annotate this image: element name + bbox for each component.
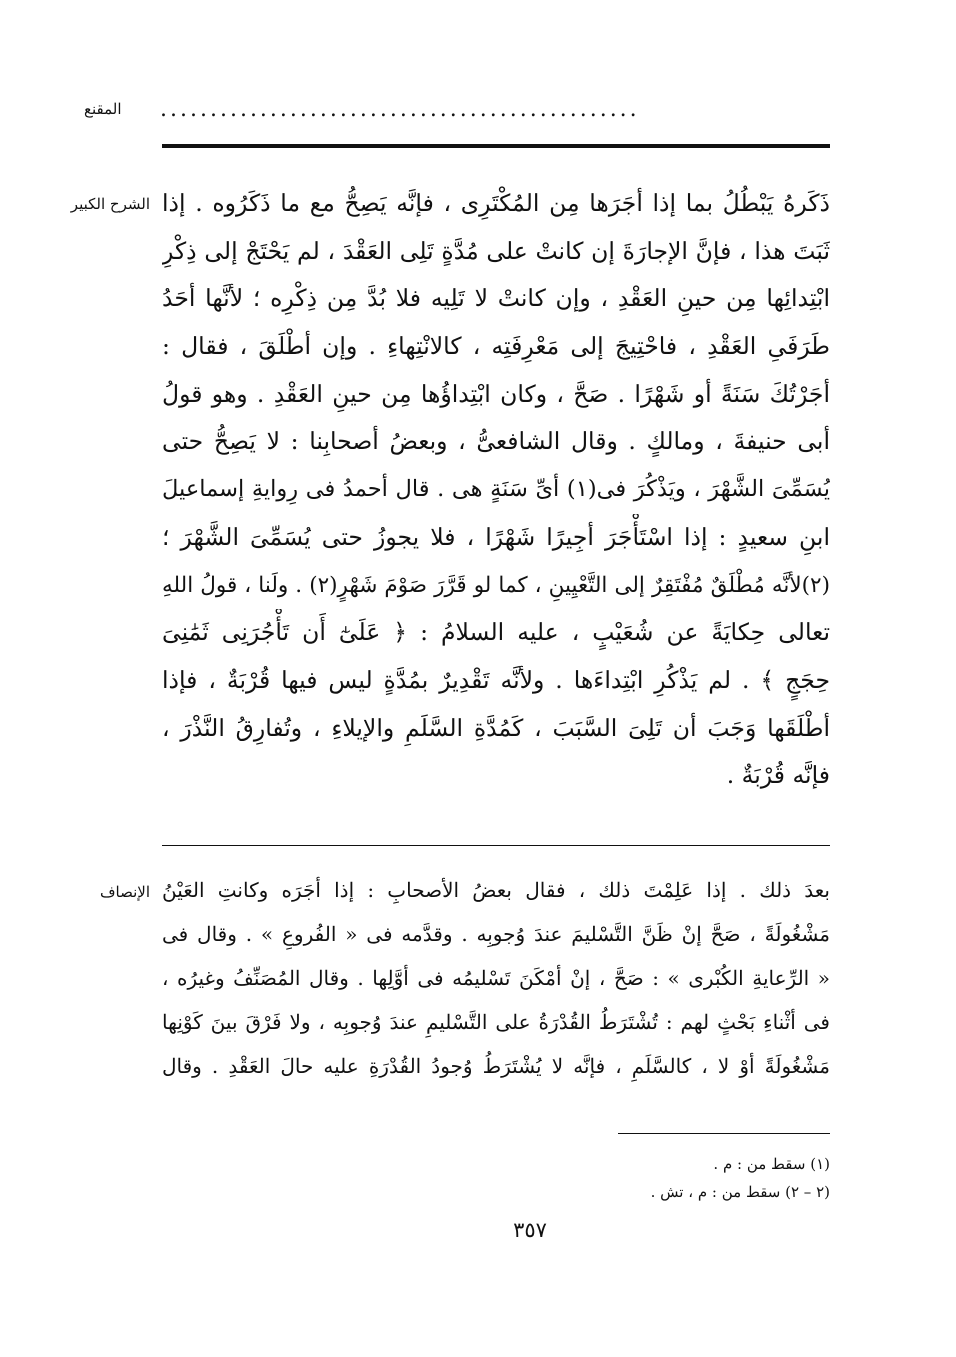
sharh-line: طَرَفَىِ العَقْدِ ، فاحْتِيجَ إلى مَعْرِفَتِه ، كالانْتِهاءِ . وإن أطْلَقَ ، فقال : (162, 332, 830, 361)
footnote-rule (618, 1133, 830, 1134)
insaf-text-block (162, 868, 830, 1088)
sharh-line: أطْلَقَها وَجَبَ أن تَلِىَ السَّبَبَ ، كَمُدَّةِ السَّلَمِ والإيلاءِ ، وتُفارِقُ النَّذْرَ ، (162, 713, 830, 742)
sharh-line: تعالى حِكايَةً عن شُعَيْبٍ ، عليه السلامُ : ﴿ عَلَىٰٓ أَن تَأْجُرَنِى ثَمَٰنِىَ (162, 618, 830, 647)
sharh-line: ابنِ سعيدٍ : إذا اسْتَأْجَرَ أجِيرًا شَهْرًا ، فلا يجوزُ حتى يُسَمِّىَ الشَّهْرَ ؛ (162, 522, 830, 551)
sharh-line: حِجَجٍ ﴾ . لم يَذْكُرِ ابْتِداءَها . ولأنَّه تَقْدِيرٌ بمُدَّةٍ ليس فيها قُرْبَةٌ ، فإذا (162, 665, 830, 694)
insaf-line: مَشْغُولَةً أوْ لا ، كالسَّلَمِ ، فإنَّه لا يُشْتَرَطُ وُجودُ القُدْرَةِ عليه حالَ العَقْدِ . وقال (162, 1054, 830, 1078)
sharh-line: ذَكَرهُ يَبْطُلُ بما إذا أجَرَها مِن المُكْتَرِى ، فإنَّه يَصِحُّ مع ما ذَكَرُوه . إذا (162, 189, 830, 217)
sharh-line: ثَبَتَ هذا ، فإنَّ الإجارَةَ إن كانتْ على مُدَّةٍ تَلِى العَقْدَ ، لم يَحْتَجْ إلى ذِكْرِ (162, 236, 830, 265)
sharh-line: (٢)لأنَّه مُطْلَقٌ مُفْتَقِرٌ إلى التَّعْيِينِ ، كما لو قَرَّرَ صَوْمَ شَهْرٍ(٢) . ولَنا ، قولُ اللهِ (162, 572, 830, 598)
sharh-text-block (162, 180, 830, 800)
page-number: ٣٥٧ (513, 1218, 547, 1242)
footnote: (٢ – ٢) سقط من : م ، تش . (650, 1183, 830, 1201)
sharh-line: فإنَّه قُرْبَةٌ . (726, 761, 830, 790)
sharh-line: يُسَمِّىَ الشَّهْرَ ، ويَذْكُرَ فى(١) أىِّ سَنَةٍ هى . قال أحمدُ فى رِوايةِ إسماعيلَ (162, 476, 830, 503)
running-title: المقنع (84, 100, 122, 118)
sharh-line: أبى حنيفةَ ، ومالكٍ . وقال الشافعىُّ ، وبعضُ أصحابِنا : لا يَصِحُّ حتى (162, 427, 830, 456)
sharh-side-label: الشرح الكبير (70, 195, 150, 213)
insaf-line: بعدَ ذلك . إذا عَلِمْتَ ذلك ، فقال بعضُ الأصحابِ : إذا أجَرَه وكانتِ العَيْنُ (162, 878, 830, 902)
header-rule (162, 144, 830, 148)
insaf-side-label: الإنصاف (99, 883, 150, 901)
footnote: (١) سقط من : م . (713, 1155, 830, 1173)
footnotes (430, 1150, 830, 1206)
insaf-line: مَشْغُولَةً ، صَحَّ إنْ ظَنَّ التَّسْليمَ عندَ وُجوبِه . وقدَّمه فى « الفُروعِ » . وقال فى (162, 922, 830, 946)
insaf-line: فى أثْناءِ بَحْثٍ لهم : تُشْتَرَطُ القُدْرَةُ على التَّسْليمِ عندَ وُجوبِه ، ولا فَرْقَ بينَ كَوْنِها (162, 1010, 830, 1034)
sharh-line: ابْتِدائِها مِن حينِ العَقْدِ ، وإن كانتْ لا تَلِيه فلا بُدَّ مِن ذِكْرِه ؛ لأنَّها أحَدُ (162, 284, 830, 313)
insaf-line: « الرِّعايةِ الكُبْرى » : صَحَّ ، إنْ أمْكَنَ تَسْليمُه فى أوَّلِها . وقال المُصَنِّفُ وغيرُه ، (162, 966, 830, 990)
sharh-line: أجَرْتُكَ سَنَةً أو شَهْرًا . صَحَّ ، وكان ابْتِداؤُها مِن حينِ العَقْدِ . وهو قولُ (162, 379, 830, 408)
header-dotted-leader: ................................................ (160, 98, 640, 122)
section-divider (162, 845, 830, 846)
